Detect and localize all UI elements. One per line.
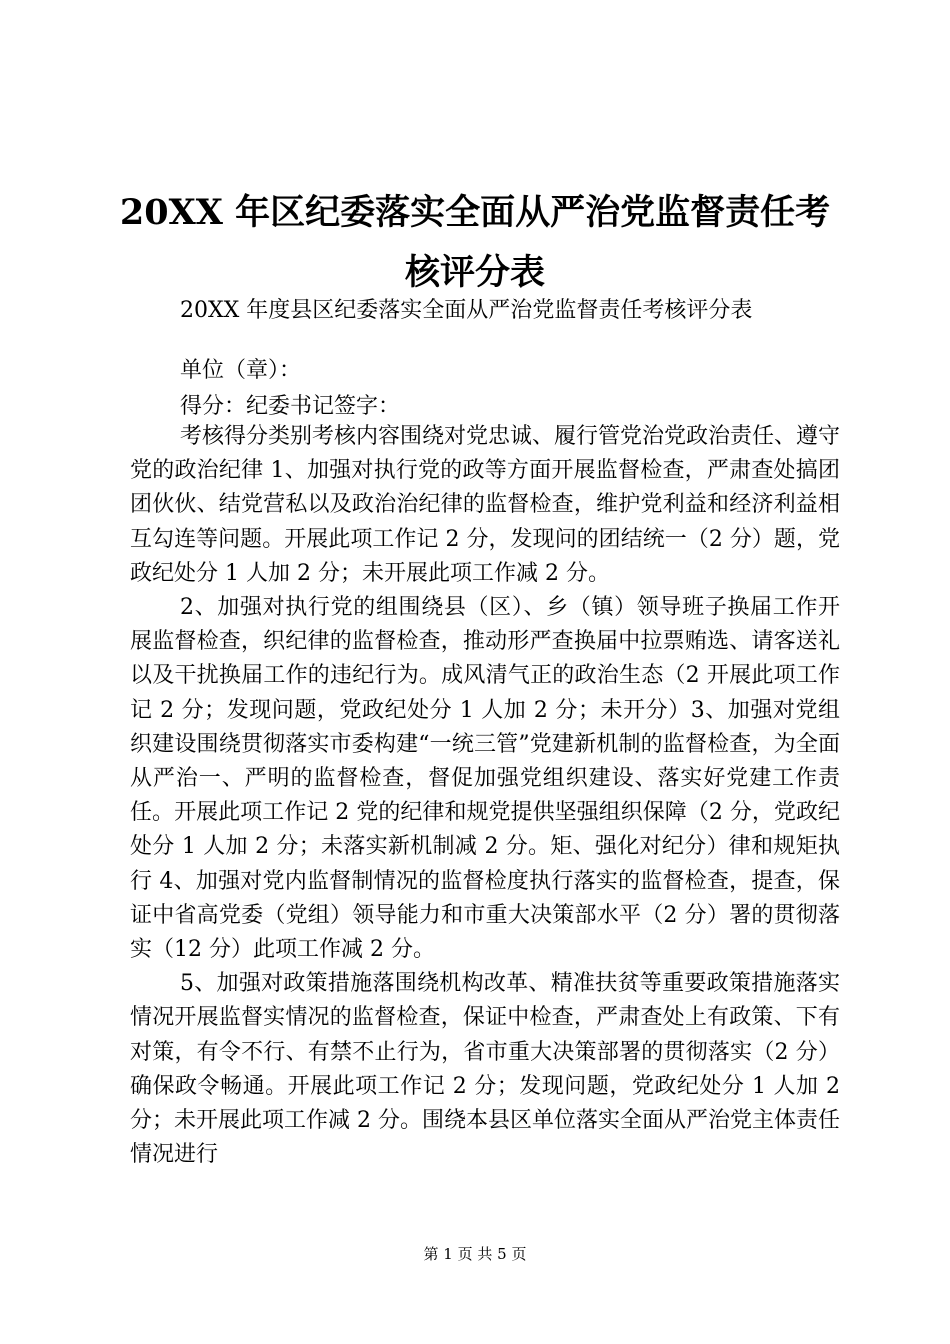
- document-body: [130, 420, 840, 1172]
- score-signature-field: 得分：纪委书记签字：: [180, 394, 401, 419]
- document-title-line-1: 20XX 年区纪委落实全面从严治党监督责任考: [119, 192, 831, 233]
- unit-seal-field: 单位（章）：: [180, 358, 302, 383]
- page-number-footer: 第 1 页 共 5 页: [423, 1245, 527, 1263]
- body-paragraph-2: 2、加强对执行党的组围绕县（区）、乡（镇）领导班子换届工作开展监督检查，织纪律的监督检查，推动形严查换届中拉票贿选、请客送礼以及干扰换届工作的违纪行为。成风清气正的政治生态（2 开展此项工作记 2 分；发现问题，党政纪处分 1 人加 2 分；未开分）3、加强对党组织建设围绕贯彻落实市委构建“一统三管”党建新机制的监督检查，为全面从严治一、严明的监督检查，督促加强党组织建设、落实好党建工作责任。开展此项工作记 2 党的纪律和规党提供坚强组织保障（2 分，党政纪处分 1 人加 2 分；未落实新机制减 2 分。矩、强化对纪分）律和规矩执行 4、加强对党内监督制情况的监督检度执行落实的监督检查，提查，保证中省高党委（党组）领导能力和市重大决策部水平（2 分）署的贯彻落实（12 分）此项工作减 2 分。: [130, 595, 840, 963]
- document-title-line-2: 核评分表: [404, 252, 545, 293]
- document-subtitle: 20XX 年度县区纪委落实全面从严治党监督责任考核评分表: [180, 298, 753, 323]
- body-paragraph-1: 考核得分类别考核内容围绕对党忠诚、履行管党治党政治责任、遵守党的政治纪律 1、加强对执行党的政等方面开展监督检查，严肃查处搞团团伙伙、结党营私以及政治治纪律的监督检查，维护党利益和经济利益相互勾连等问题。开展此项工作记 2 分，发现问的团结统一（2 分）题，党政纪处分 1 人加 2 分；未开展此项工作减 2 分。: [130, 424, 841, 586]
- body-paragraph-3: 5、加强对政策措施落围绕机构改革、精准扶贫等重要政策措施落实情况开展监督实情况的监督检查，保证中检查，严肃查处上有政策、下有对策，有令不行、有禁不止行为，省市重大决策部署的贯彻落实（2 分）确保政令畅通。开展此项工作记 2 分；发现问题，党政纪处分 1 人加 2 分；未开展此项工作减 2 分。围绕本县区单位落实全面从严治党主体责任情况进行: [130, 971, 840, 1168]
